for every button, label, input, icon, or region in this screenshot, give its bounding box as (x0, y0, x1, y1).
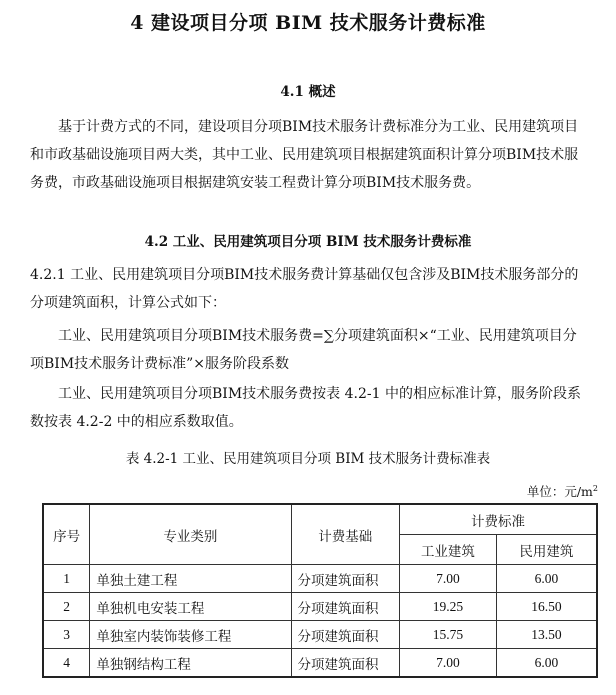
formula-paragraph: 工业、民用建筑项目分项BIM技术服务费=∑分项建筑面积×“工业、民用建筑项目分项BIM技术服务计费标准”×服务阶段系数 (30, 328, 577, 372)
chapter-heading: 4 建设项目分项 BIM 技术服务计费标准 (130, 12, 486, 34)
table-row (43, 565, 597, 593)
row-no: 2 (43, 593, 90, 621)
row-basis: 分项建筑面积 (291, 593, 400, 621)
row-basis: 分项建筑面积 (291, 621, 400, 649)
row-industrial: 7.00 (400, 649, 497, 678)
table-row (43, 649, 597, 678)
row-category: 单独钢结构工程 (90, 649, 291, 678)
row-civil: 16.50 (496, 593, 597, 621)
header-industrial: 工业建筑 (400, 535, 497, 565)
unit-superscript: 2 (592, 483, 598, 493)
header-basis: 计费基础 (291, 504, 400, 565)
header-category: 专业类别 (90, 504, 291, 565)
header-civil: 民用建筑 (496, 535, 597, 565)
row-no: 3 (43, 621, 90, 649)
row-basis: 分项建筑面积 (291, 565, 400, 593)
row-civil: 6.00 (496, 565, 597, 593)
clause-4-2-1-paragraph: 4.2.1 工业、民用建筑项目分项BIM技术服务费计算基础仅包含涉及BIM技术服务部分的分项建筑面积，计算公式如下： (30, 267, 579, 311)
row-industrial: 19.25 (400, 593, 497, 621)
unit-text: 单位：元/m (526, 484, 593, 499)
row-category: 单独土建工程 (90, 565, 291, 593)
row-category: 单独机电安装工程 (90, 593, 291, 621)
table-caption: 表 4.2-1 工业、民用建筑项目分项 BIM 技术服务计费标准表 (125, 451, 491, 467)
table-reference-paragraph: 工业、民用建筑项目分项BIM技术服务费按表 4.2-1 中的相应标准计算，服务阶段系数按表 4.2-2 中的相应系数取值。 (30, 386, 581, 430)
row-civil: 6.00 (496, 649, 597, 678)
row-industrial: 7.00 (400, 565, 497, 593)
section-4-1-paragraph: 基于计费方式的不同，建设项目分项BIM技术服务计费标准分为工业、民用建筑项目和市政基础设施项目两大类，其中工业、民用建筑项目根据建筑面积计算分项BIM技术服务费，市政基础设施项目根据建筑安装工程费计算分项BIM技术服务费。 (30, 119, 579, 191)
header-standard: 计费标准 (400, 504, 597, 535)
section-4-2-title: 4.2 工业、民用建筑项目分项 BIM 技术服务计费标准 (144, 234, 472, 250)
table-unit (527, 482, 598, 500)
section-4-1-title: 4.1 概述 (280, 84, 336, 100)
row-basis: 分项建筑面积 (291, 649, 400, 678)
row-industrial: 15.75 (400, 621, 497, 649)
header-no: 序号 (43, 504, 90, 565)
row-civil: 13.50 (496, 621, 597, 649)
row-category: 单独室内装饰装修工程 (90, 621, 291, 649)
table-row (43, 593, 597, 621)
row-no: 1 (43, 565, 90, 593)
row-no: 4 (43, 649, 90, 678)
fee-standard-table (42, 503, 598, 678)
table-row (43, 621, 597, 649)
